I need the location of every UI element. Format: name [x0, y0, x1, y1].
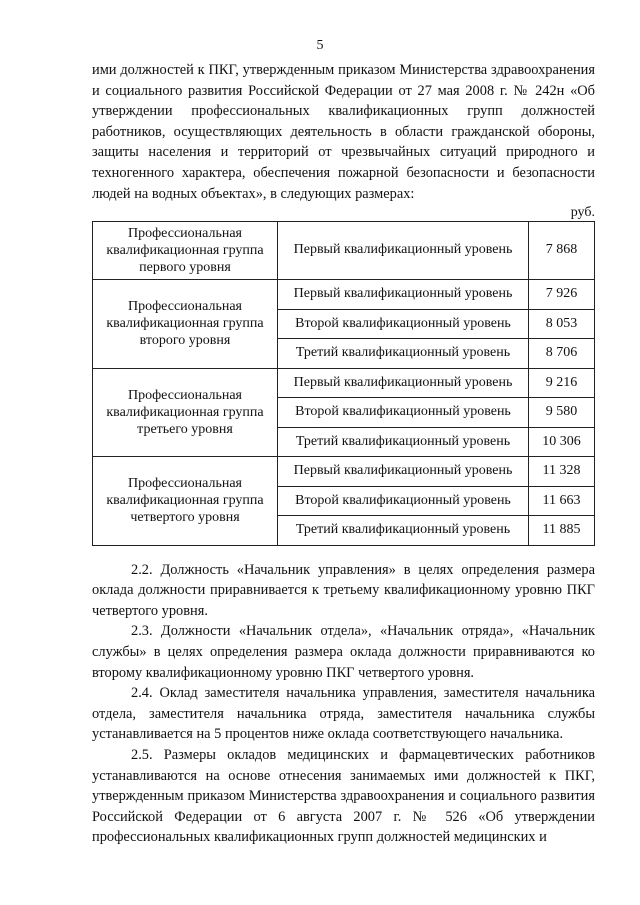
level-cell: Первый квалификационный уровень	[278, 280, 529, 310]
group-name-cell: Профессиональная квалификационная группа второго уровня	[93, 280, 278, 369]
table-row	[93, 368, 595, 398]
salary-table	[92, 221, 595, 546]
level-cell: Первый квалификационный уровень	[278, 368, 529, 398]
document-body	[92, 60, 595, 848]
amount-cell: 11 885	[529, 516, 595, 546]
page-number: 5	[316, 38, 324, 53]
currency-label: руб.	[570, 205, 595, 221]
amount-cell: 7 868	[529, 222, 595, 280]
paragraph-2-3: 2.3. Должности «Начальник отдела», «Начальник отряда», «Начальник службы» в целях определения размера оклада должности приравниваются ко второму квалификационному уровню ПКГ четвертого уровня.	[92, 623, 595, 681]
group-name-cell: Профессиональная квалификационная группа третьего уровня	[93, 368, 278, 457]
level-cell: Второй квалификационный уровень	[278, 398, 529, 428]
level-cell: Второй квалификационный уровень	[278, 486, 529, 516]
level-cell: Второй квалификационный уровень	[278, 309, 529, 339]
amount-cell: 10 306	[529, 427, 595, 457]
amount-cell: 8 053	[529, 309, 595, 339]
amount-cell: 11 328	[529, 457, 595, 487]
amount-cell: 9 580	[529, 398, 595, 428]
group-name-cell: Профессиональная квалификационная группа четвертого уровня	[93, 457, 278, 546]
level-cell: Первый квалификационный уровень	[278, 457, 529, 487]
table-row	[93, 222, 595, 280]
level-cell: Третий квалификационный уровень	[278, 427, 529, 457]
group-name-cell: Профессиональная квалификационная группа первого уровня	[93, 222, 278, 280]
amount-cell: 7 926	[529, 280, 595, 310]
level-cell: Третий квалификационный уровень	[278, 516, 529, 546]
paragraphs-section	[92, 560, 595, 848]
level-cell: Первый квалификационный уровень	[278, 222, 529, 280]
intro-paragraph: ими должностей к ПКГ, утвержденным приказом Министерства здравоохранения и социального развития Российской Федерации от 27 мая 2008 г. № 242н «Об утверждении профессиональных квалификационных групп должностей работников, осуществляющих деятельность в области гражданской обороны, защиты населения и территорий от чрезвычайных ситуаций природного и техногенного характера, обеспечения пожарной безопасности и безопасности людей на водных объектах», в следующих размерах:	[92, 62, 595, 202]
amount-cell: 11 663	[529, 486, 595, 516]
table-row	[93, 280, 595, 310]
amount-cell: 8 706	[529, 339, 595, 369]
paragraph-2-4: 2.4. Оклад заместителя начальника управления, заместителя начальника отдела, заместителя начальника отряда, заместителя начальника службы устанавливается на 5 процентов ниже оклада соответствующего начальника.	[92, 685, 595, 743]
amount-cell: 9 216	[529, 368, 595, 398]
level-cell: Третий квалификационный уровень	[278, 339, 529, 369]
table-row	[93, 457, 595, 487]
paragraph-2-5: 2.5. Размеры окладов медицинских и фармацевтических работников устанавливаются на основе отнесения занимаемых ими должностей к ПКГ, утвержденным приказом Министерства здравоохранения и социального развития Российской Федерации от 6 августа 2007 г. № 526 «Об утверждении профессиональных квалификационных групп должностей медицинских и	[92, 747, 595, 846]
paragraph-2-2: 2.2. Должность «Начальник управления» в целях определения размера оклада должности приравнивается к третьему квалификационному уровню ПКГ четвертого уровня.	[92, 561, 595, 619]
